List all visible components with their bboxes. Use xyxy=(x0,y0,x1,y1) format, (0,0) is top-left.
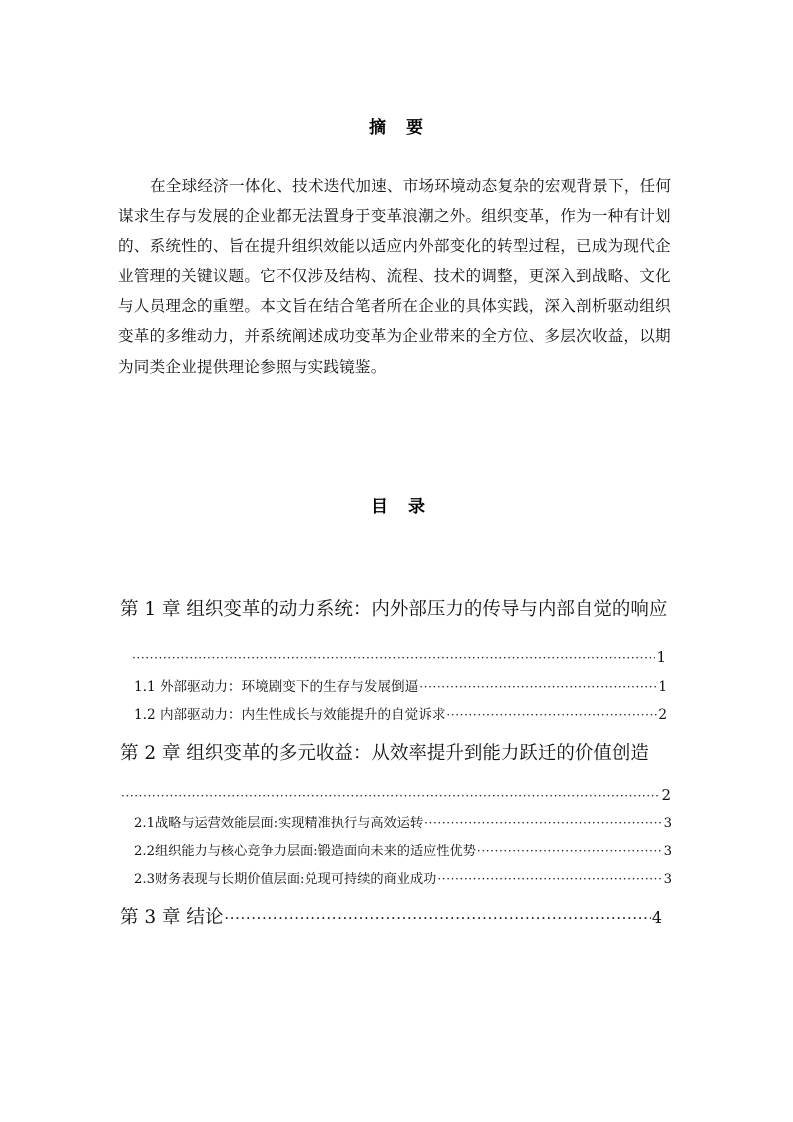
toc-chapter-3-page: 4 xyxy=(651,908,662,927)
dot-leader xyxy=(477,842,663,860)
toc-section-page: 3 xyxy=(663,816,672,831)
abstract-line: 的、系统性的、旨在提升组织效能以适应内外部变化的转型过程，已成为现代企 xyxy=(118,237,671,255)
abstract-line: 在全球经济一体化、技术迭代加速、市场环境动态复杂的宏观背景下，任何 xyxy=(150,177,672,195)
toc-section-1-2[interactable] xyxy=(134,706,667,724)
abstract-title-char-1: 摘 xyxy=(369,118,386,138)
toc-title-char-1: 目 xyxy=(371,497,388,517)
toc-chapter-3[interactable] xyxy=(120,906,662,930)
toc-section-page: 1 xyxy=(658,679,667,695)
toc-section-2-2[interactable] xyxy=(134,842,672,861)
dot-leader xyxy=(132,646,655,670)
dot-leader xyxy=(446,706,657,724)
toc-section-2-1[interactable] xyxy=(134,814,672,833)
toc-chapter-2[interactable] xyxy=(120,742,649,766)
abstract-title-char-2: 要 xyxy=(406,118,423,138)
toc-section-label: 2.2组织能力与核心竞争力层面:锻造面向未来的适应性优势 xyxy=(134,844,476,859)
toc-chapter-1-label: 第 1 章 组织变革的动力系统：内外部压力的传导与内部自觉的响应 xyxy=(120,599,668,620)
toc-section-page: 3 xyxy=(663,872,672,887)
abstract-line: 谋求生存与发展的企业都无法置身于变革浪潮之外。组织变革，作为一种有计划 xyxy=(118,207,671,225)
toc-section-label: 2.3财务表现与长期价值层面:兑现可持续的商业成功 xyxy=(134,872,437,887)
toc-section-label: 2.1战略与运营效能层面:实现精准执行与高效运转 xyxy=(134,816,424,831)
toc-section-1-1[interactable] xyxy=(134,678,667,696)
toc-chapter-2-page: 2 xyxy=(661,786,671,804)
toc-section-2-3[interactable] xyxy=(134,870,672,889)
toc-chapter-2-leader xyxy=(120,783,671,808)
toc-chapter-3-label: 第 3 章 结论 xyxy=(120,907,224,928)
abstract-title xyxy=(369,113,423,138)
toc-title xyxy=(371,492,425,517)
abstract-line: 与人员理念的重塑。本文旨在结合笔者所在企业的具体实践，深入剖析驱动组织 xyxy=(118,297,671,315)
toc-title-char-2: 录 xyxy=(408,497,425,517)
toc-section-label: 1.1 外部驱动力：环境剧变下的生存与发展倒逼 xyxy=(134,679,419,695)
toc-section-page: 2 xyxy=(658,707,667,723)
toc-section-page: 3 xyxy=(663,844,672,859)
toc-chapter-1[interactable] xyxy=(120,598,667,622)
abstract-line: 业管理的关键议题。它不仅涉及结构、流程、技术的调整，更深入到战略、文化 xyxy=(118,267,671,285)
dot-leader xyxy=(437,870,662,888)
toc-chapter-1-page: 1 xyxy=(656,648,666,666)
dot-leader xyxy=(121,784,660,808)
dot-leader xyxy=(224,906,650,930)
abstract-line: 为同类企业提供理论参照与实践镜鉴。 xyxy=(118,358,387,376)
dot-leader xyxy=(419,678,657,696)
toc-chapter-2-label: 第 2 章 组织变革的多元收益：从效率提升到能力跃迁的价值创造 xyxy=(120,743,649,764)
dot-leader xyxy=(424,814,662,832)
toc-chapter-1-leader xyxy=(131,645,666,670)
toc-section-label: 1.2 内部驱动力：内生性成长与效能提升的自觉诉求 xyxy=(134,707,446,723)
abstract-line: 变革的多维动力，并系统阐述成功变革为企业带来的全方位、多层次收益，以期 xyxy=(118,327,671,345)
